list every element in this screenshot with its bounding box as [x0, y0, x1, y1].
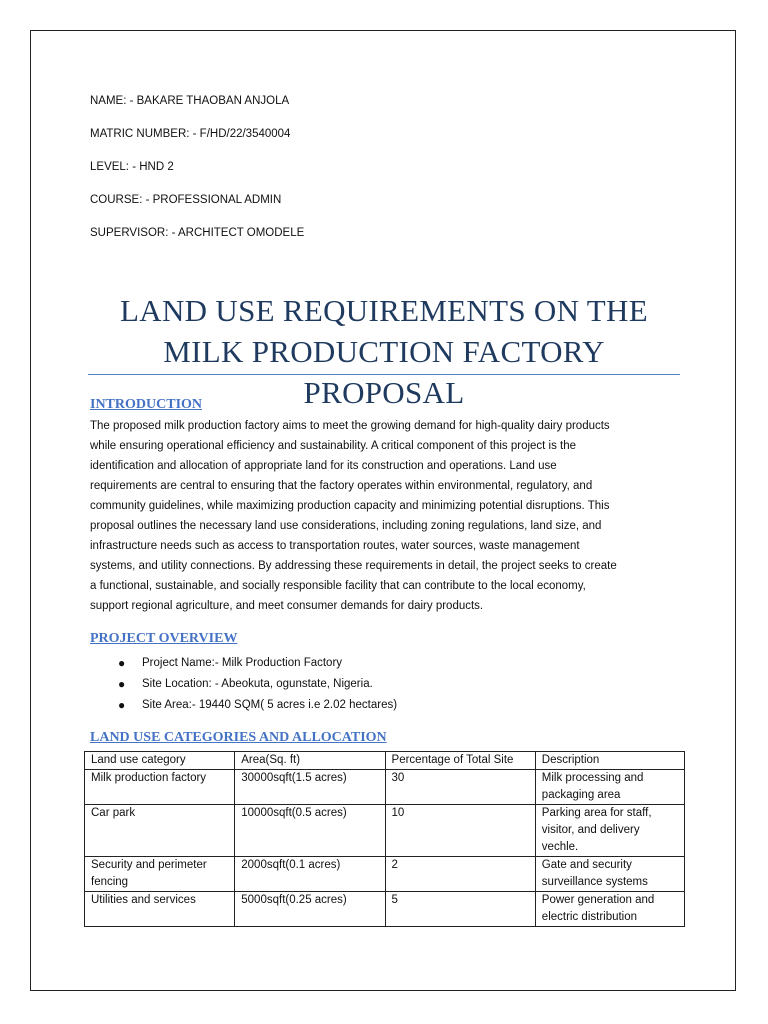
project-overview-list — [118, 654, 397, 717]
list-item — [118, 654, 397, 675]
paragraph-line: systems, and utility connections. By addressing these requirements in detail, the project seeks to create — [90, 560, 617, 572]
table-cell: 10 — [385, 805, 535, 857]
student-name: NAME: - BAKARE THAOBAN ANJOLA — [90, 95, 290, 107]
bullet-icon: ● — [118, 698, 126, 712]
paragraph-line: infrastructure needs such as access to transportation routes, water sources, waste management — [90, 540, 580, 552]
table-header-row — [85, 752, 685, 770]
list-item-text: Site Area:- 19440 SQM( 5 acres i.e 2.02 hectares) — [142, 699, 398, 711]
paragraph-line: identification and allocation of appropriate land for its construction and operations. Land use — [90, 460, 557, 472]
table-row — [85, 857, 685, 892]
table-cell: Gate and security surveillance systems — [535, 857, 684, 892]
paragraph-line: community guidelines, while maximizing production capacity and minimizing potential disruptions. This — [90, 500, 610, 512]
table-cell: 30000sqft(1.5 acres) — [235, 770, 385, 805]
table-row — [85, 892, 685, 927]
list-item — [118, 696, 397, 717]
introduction-heading: INTRODUCTION — [90, 397, 203, 412]
introduction-paragraph — [90, 416, 680, 616]
course: COURSE: - PROFESSIONAL ADMIN — [90, 194, 282, 206]
paragraph-line: support regional agriculture, and meet consumer demands for dairy products. — [90, 600, 484, 612]
paragraph-line: proposal outlines the necessary land use considerations, including zoning regulations, land size, and — [90, 520, 602, 532]
list-item-text: Site Location: - Abeokuta, ogunstate, Nigeria. — [142, 678, 373, 690]
table-cell: 10000sqft(0.5 acres) — [235, 805, 385, 857]
title-divider — [88, 374, 680, 375]
paragraph-line: The proposed milk production factory aims to meet the growing demand for high-quality dairy products — [90, 420, 610, 432]
table-cell: Security and perimeter fencing — [85, 857, 235, 892]
list-item-text: Project Name:- Milk Production Factory — [142, 657, 343, 669]
table-cell: Car park — [85, 805, 235, 857]
table-cell: Milk processing and packaging area — [535, 770, 684, 805]
table-cell: Milk production factory — [85, 770, 235, 805]
table-cell: 5000sqft(0.25 acres) — [235, 892, 385, 927]
table-cell: 5 — [385, 892, 535, 927]
document-title — [88, 290, 680, 413]
table-cell: 2 — [385, 857, 535, 892]
table-row — [85, 770, 685, 805]
column-header: Description — [535, 752, 684, 770]
title-line-2: MILK PRODUCTION FACTORY PROPOSAL — [163, 334, 605, 410]
table-cell: Utilities and services — [85, 892, 235, 927]
column-header: Percentage of Total Site — [385, 752, 535, 770]
table-cell: 2000sqft(0.1 acres) — [235, 857, 385, 892]
table-cell: Parking area for staff, visitor, and delivery vechle. — [535, 805, 684, 857]
land-use-heading: LAND USE CATEGORIES AND ALLOCATION — [90, 730, 387, 745]
column-header: Area(Sq. ft) — [235, 752, 385, 770]
land-use-table — [84, 751, 685, 927]
table-cell: 30 — [385, 770, 535, 805]
table-row — [85, 805, 685, 857]
paragraph-line: while ensuring operational efficiency and sustainability. A critical component of this project is the — [90, 440, 577, 452]
project-overview-heading: PROJECT OVERVIEW — [90, 631, 238, 646]
title-line-1: LAND USE REQUIREMENTS ON THE — [120, 293, 648, 328]
supervisor: SUPERVISOR: - ARCHITECT OMODELE — [90, 227, 305, 239]
bullet-icon: ● — [118, 677, 126, 691]
list-item — [118, 675, 397, 696]
bullet-icon: ● — [118, 656, 126, 670]
paragraph-line: requirements are central to ensuring that the factory operates within environmental, regulatory, and — [90, 480, 593, 492]
matric-number: MATRIC NUMBER: - F/HD/22/3540004 — [90, 128, 291, 140]
table-cell: Power generation and electric distribution — [535, 892, 684, 927]
student-level: LEVEL: - HND 2 — [90, 161, 174, 173]
column-header: Land use category — [85, 752, 235, 770]
paragraph-line: a functional, sustainable, and socially responsible facility that can contribute to the local economy, — [90, 580, 586, 592]
